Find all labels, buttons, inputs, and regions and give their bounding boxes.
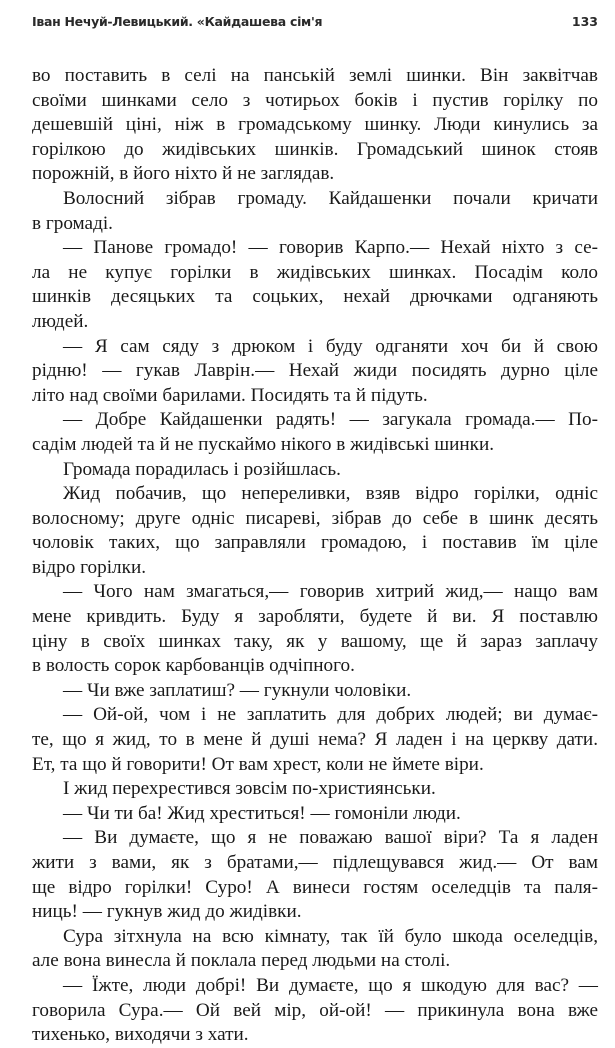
text-line: говорила Сура.— Ой вей мір, ой-ой! — прикинула вона вже bbox=[32, 999, 598, 1021]
text-line: відро горілки. bbox=[32, 556, 147, 578]
text-line: чоловік таких, що заправляли громадою, і поставив їм ціле bbox=[32, 532, 598, 554]
text-line: — Чого нам змагаться,— говорив хитрий жид,— нащо вам bbox=[63, 581, 598, 603]
paragraph bbox=[32, 679, 598, 704]
page-number: 133 bbox=[571, 14, 598, 29]
text-line: садім людей та й не пускаймо нікого в жидівські шинки. bbox=[32, 433, 495, 455]
text-line: те, що я жид, то в мене й душі нема? Я ладен і на церкву дати. bbox=[32, 729, 598, 751]
text-line: — Добре Кайдашенки радять! — загукала громада.— По- bbox=[63, 409, 598, 431]
text-line: Сура зітхнула на всю кімнату, так їй було шкода оселедців, bbox=[63, 925, 598, 947]
text-line: в громаді. bbox=[32, 212, 113, 234]
text-line: Жид побачив, що непереливки, взяв відро горілки, одніс bbox=[63, 483, 598, 505]
text-line: жити з вами, як з братами,— підлещувався жид.— От вам bbox=[32, 852, 598, 873]
text-line: горілкою до жидівських шинків. Громадський шинок стояв bbox=[32, 138, 598, 160]
text-line: во поставить в селі на панській землі шинки. Він заквітчав bbox=[32, 65, 598, 86]
text-line: волосному; друге одніс писареві, зібрав до себе в шинк десять bbox=[32, 507, 598, 529]
paragraph bbox=[32, 187, 598, 236]
text-line: ниць! — гукнув жид до жидівки. bbox=[32, 901, 302, 923]
running-header bbox=[32, 11, 598, 33]
paragraph bbox=[32, 335, 598, 409]
text-line: дешевшій ціні, ніж в громадському шинку. Люди кинулись за bbox=[32, 114, 598, 136]
text-line: — Ой-ой, чом і не заплатить для добрих людей; ви думає- bbox=[63, 704, 598, 726]
text-line: — Чи ти ба! Жид хреститься! — гомоніли люди. bbox=[63, 802, 461, 824]
paragraph bbox=[32, 777, 598, 802]
paragraph bbox=[32, 925, 598, 974]
text-line: — Ви думаєте, що я не поважаю вашої віри? Та я ладен bbox=[63, 827, 598, 849]
text-line: в волость сорок карбованців одчіпного. bbox=[32, 655, 355, 677]
paragraph bbox=[32, 408, 598, 457]
paragraph bbox=[32, 236, 598, 334]
paragraph bbox=[32, 802, 598, 827]
text-line: людей. bbox=[32, 310, 89, 332]
text-line: — Чи вже заплатиш? — гукнули чоловіки. bbox=[63, 679, 412, 701]
text-line: — Їжте, люди добрі! Ви думаєте, що я шкодую для вас? — bbox=[63, 974, 598, 996]
paragraph bbox=[32, 458, 598, 483]
paragraph bbox=[32, 826, 598, 924]
text-line: ще відро горілки! Суро! А винеси гостям оселедців та паля- bbox=[32, 876, 598, 898]
text-line: але вона винесла й поклала перед людьми на столі. bbox=[32, 950, 451, 972]
paragraph bbox=[32, 580, 598, 678]
running-title: Іван Нечуй-Левицький. «Кайдашева сім'я bbox=[32, 14, 323, 29]
text-line: літо над своїми барилами. Посидять та й підуть. bbox=[32, 384, 428, 406]
body-text bbox=[32, 64, 598, 1048]
text-line: — Я сам сяду з дрюком і буду одганяти хоч би й свою bbox=[63, 335, 598, 357]
text-line: шинків десяцьких та соцьких, нехай дрючками одганяють bbox=[32, 286, 598, 308]
paragraph bbox=[32, 482, 598, 580]
text-line: мене кривдить. Буду я заробляти, будете й ви. Я поставлю bbox=[32, 606, 598, 628]
text-line: Волосний зібрав громаду. Кайдашенки почали кричати bbox=[63, 187, 598, 209]
text-line: рідню! — гукав Лаврін.— Нехай жиди посидять дурно ціле bbox=[32, 360, 598, 382]
text-line: Громада порадилась і розійшлась. bbox=[63, 458, 341, 480]
text-line: ла не купує горілки в жидівських шинках. Посадім коло bbox=[32, 261, 598, 283]
text-line: ціну в своїх шинках таку, як у вашому, ще й зараз заплачу bbox=[32, 630, 598, 652]
text-line: — Панове громадо! — говорив Карпо.— Нехай ніхто з се- bbox=[63, 237, 598, 259]
text-line: тихенько, виходячи з хати. bbox=[32, 1024, 249, 1046]
text-line: своїми шинками село з чотирьох боків і пустив горілку по bbox=[32, 89, 598, 111]
paragraph bbox=[32, 64, 598, 187]
text-line: порожній, в його ніхто й не заглядав. bbox=[32, 163, 335, 185]
paragraph bbox=[32, 703, 598, 777]
text-line: І жид перехрестився зовсім по-християнськи. bbox=[63, 778, 436, 800]
paragraph bbox=[32, 974, 598, 1048]
text-line: Ет, та що й говорити! От вам хрест, коли не ймете віри. bbox=[32, 753, 484, 775]
